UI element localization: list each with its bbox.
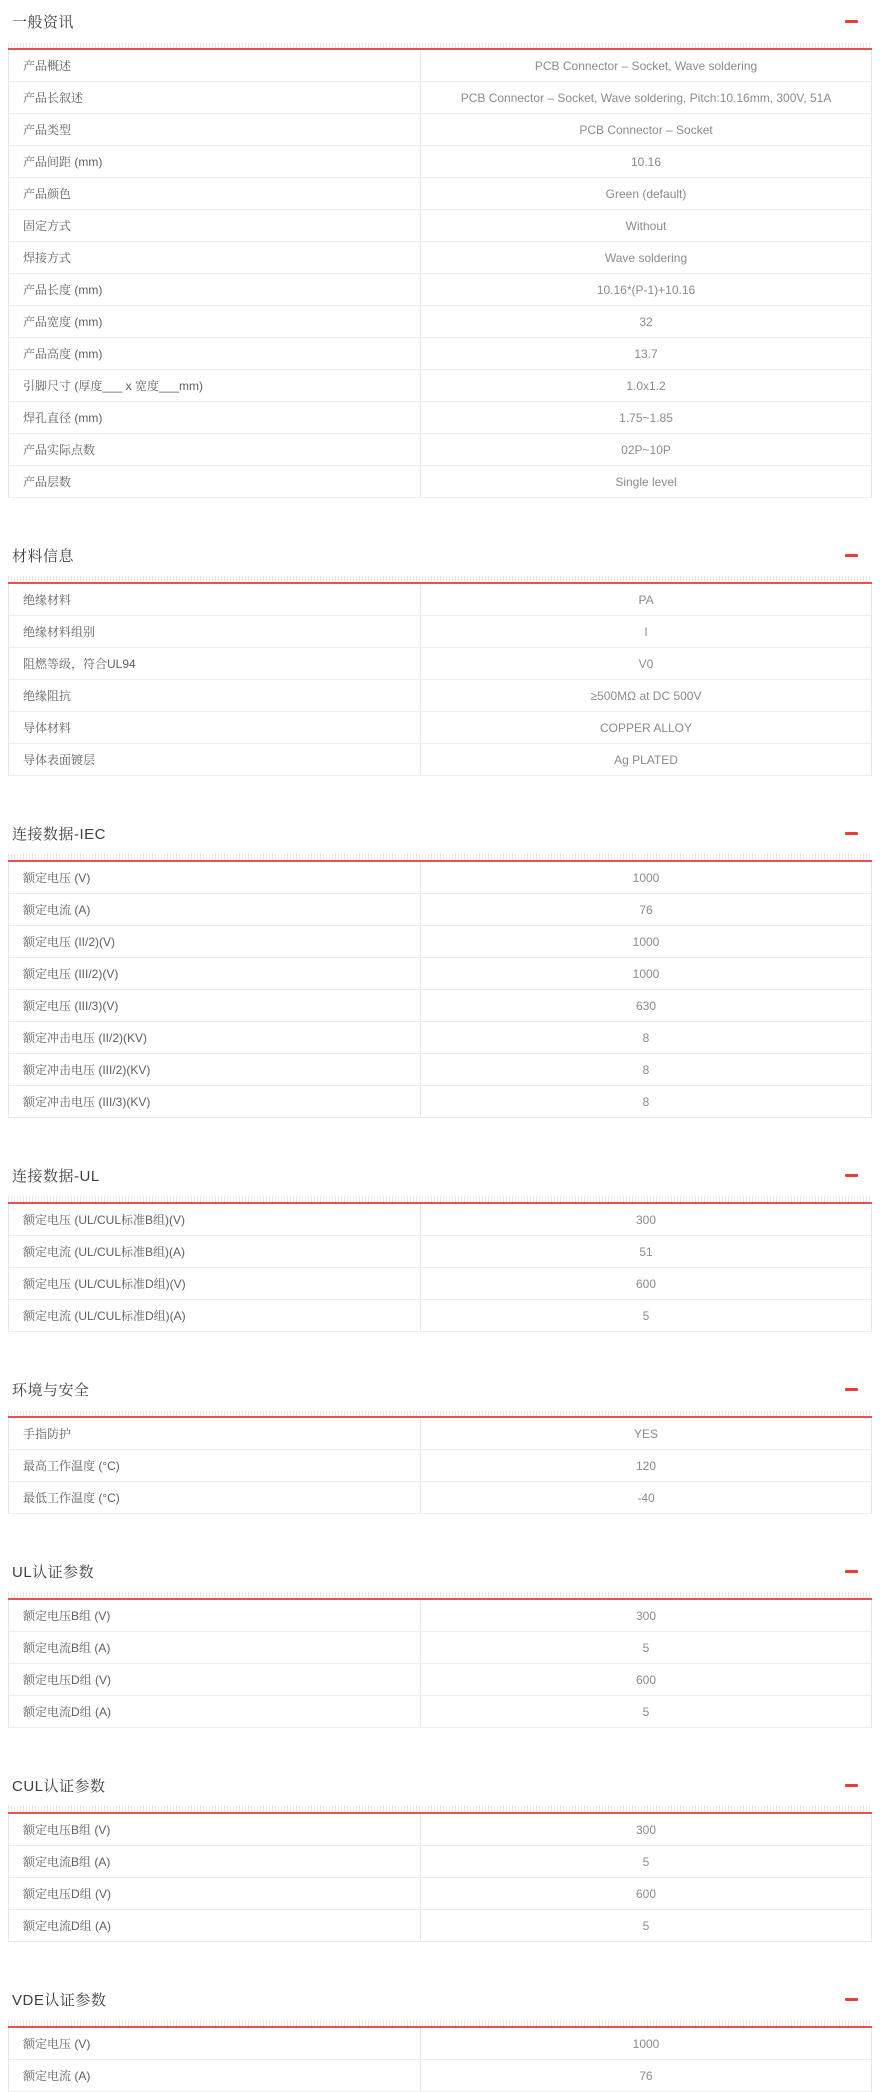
row-value: 8 xyxy=(642,1062,650,1077)
section-divider xyxy=(8,1592,872,1600)
row-label: 绝缘材料组别 xyxy=(9,616,421,647)
spec-section xyxy=(8,1376,872,1514)
table-row xyxy=(9,306,871,338)
section-title: VDE认证参数 xyxy=(12,1991,107,2009)
table-row xyxy=(9,466,871,498)
row-value: 5 xyxy=(642,1704,650,1719)
row-value: 300 xyxy=(636,1608,657,1623)
row-label: 额定冲击电压 (III/2)(KV) xyxy=(9,1054,421,1085)
table-row xyxy=(9,1846,871,1878)
row-value: 8 xyxy=(642,1030,650,1045)
row-value: YES xyxy=(634,1426,659,1441)
row-value: 630 xyxy=(636,998,657,1013)
table-row xyxy=(9,114,871,146)
section-divider xyxy=(8,2020,872,2028)
table-row xyxy=(9,242,871,274)
row-value: -40 xyxy=(637,1490,655,1505)
table-row xyxy=(9,434,871,466)
table-row xyxy=(9,1632,871,1664)
table-row xyxy=(9,370,871,402)
section-header xyxy=(8,1772,872,1798)
row-label: 额定电流B组 (A) xyxy=(9,1632,421,1663)
row-label: 额定电流D组 (A) xyxy=(9,1696,421,1727)
section-divider xyxy=(8,42,872,50)
spec-section xyxy=(8,542,872,776)
table-row xyxy=(9,926,871,958)
row-label: 产品概述 xyxy=(9,50,421,81)
section-header xyxy=(8,1986,872,2012)
row-value: I xyxy=(644,624,648,639)
row-value: 5 xyxy=(642,1854,650,1869)
row-value: 120 xyxy=(636,1458,657,1473)
row-label: 阻燃等级，符合UL94 xyxy=(9,648,421,679)
row-label: 额定电压D组 (V) xyxy=(9,1878,421,1909)
spec-section xyxy=(8,1558,872,1728)
section-divider xyxy=(8,1410,872,1418)
row-label: 额定电压D组 (V) xyxy=(9,1664,421,1695)
row-value: Without xyxy=(625,218,667,233)
row-value: 1.75~1.85 xyxy=(619,410,673,425)
row-label: 焊孔直径 (mm) xyxy=(9,402,421,433)
minus-collapse-icon[interactable] xyxy=(845,554,858,557)
row-value: PCB Connector – Socket, Wave soldering, Pitch:10.16mm, 300V, 51A xyxy=(460,90,832,105)
table-row xyxy=(9,1910,871,1942)
row-label: 产品高度 (mm) xyxy=(9,338,421,369)
row-value: 02P~10P xyxy=(621,442,671,457)
section-divider xyxy=(8,1196,872,1204)
table-row xyxy=(9,146,871,178)
row-value: 600 xyxy=(636,1672,657,1687)
row-label: 额定冲击电压 (III/3)(KV) xyxy=(9,1086,421,1117)
row-value: Ag PLATED xyxy=(614,752,678,767)
row-label: 额定电压 (UL/CUL标准B组)(V) xyxy=(9,1204,421,1235)
spec-table xyxy=(8,2028,872,2092)
spec-table xyxy=(8,50,872,498)
table-row xyxy=(9,338,871,370)
row-value: 10.16 xyxy=(631,154,662,169)
row-value: PCB Connector – Socket xyxy=(579,122,713,137)
minus-collapse-icon[interactable] xyxy=(845,20,858,23)
row-label: 导体表面镀层 xyxy=(9,744,421,775)
row-value: PA xyxy=(638,592,654,607)
minus-collapse-icon[interactable] xyxy=(845,832,858,835)
spec-section xyxy=(8,820,872,1118)
row-value: 600 xyxy=(636,1276,657,1291)
row-label: 额定电压 (V) xyxy=(9,862,421,893)
table-row xyxy=(9,990,871,1022)
row-value: 8 xyxy=(642,1094,650,1109)
table-row xyxy=(9,584,871,616)
spec-table xyxy=(8,584,872,776)
spec-table xyxy=(8,1600,872,1728)
section-header xyxy=(8,1162,872,1188)
table-row xyxy=(9,1022,871,1054)
table-row xyxy=(9,1418,871,1450)
row-value: 1000 xyxy=(632,2036,660,2051)
row-value: 51 xyxy=(639,1244,653,1259)
row-label: 产品间距 (mm) xyxy=(9,146,421,177)
row-label: 绝缘阻抗 xyxy=(9,680,421,711)
table-row xyxy=(9,1236,871,1268)
row-label: 产品宽度 (mm) xyxy=(9,306,421,337)
row-value: 76 xyxy=(639,2068,653,2083)
table-row xyxy=(9,1482,871,1514)
section-header xyxy=(8,542,872,568)
row-label: 产品长度 (mm) xyxy=(9,274,421,305)
section-title: UL认证参数 xyxy=(12,1563,95,1581)
row-label: 额定电压B组 (V) xyxy=(9,1600,421,1631)
row-label: 额定电流B组 (A) xyxy=(9,1846,421,1877)
row-label: 产品实际点数 xyxy=(9,434,421,465)
table-row xyxy=(9,1054,871,1086)
table-row xyxy=(9,178,871,210)
row-label: 额定电压 (V) xyxy=(9,2028,421,2059)
row-value: 1.0x1.2 xyxy=(626,378,666,393)
table-row xyxy=(9,1878,871,1910)
row-value: 5 xyxy=(642,1640,650,1655)
table-row xyxy=(9,1814,871,1846)
row-label: 导体材料 xyxy=(9,712,421,743)
row-value: Wave soldering xyxy=(604,250,688,265)
row-value: COPPER ALLOY xyxy=(599,720,693,735)
spec-section xyxy=(8,1986,872,2092)
row-value: 1000 xyxy=(632,966,660,981)
spec-table xyxy=(8,1204,872,1332)
row-label: 额定电压B组 (V) xyxy=(9,1814,421,1845)
row-value: Green (default) xyxy=(605,186,687,201)
spec-section xyxy=(8,1162,872,1332)
section-divider xyxy=(8,576,872,584)
spec-section xyxy=(8,8,872,498)
row-label: 额定冲击电压 (II/2)(KV) xyxy=(9,1022,421,1053)
table-row xyxy=(9,862,871,894)
section-divider xyxy=(8,854,872,862)
table-row xyxy=(9,1268,871,1300)
row-label: 额定电流 (A) xyxy=(9,2060,421,2091)
row-label: 额定电压 (UL/CUL标准D组)(V) xyxy=(9,1268,421,1299)
table-row xyxy=(9,1664,871,1696)
row-value: 5 xyxy=(642,1918,650,1933)
table-row xyxy=(9,2028,871,2060)
table-row xyxy=(9,648,871,680)
row-label: 产品颜色 xyxy=(9,178,421,209)
row-value: 1000 xyxy=(632,870,660,885)
row-value: 10.16*(P-1)+10.16 xyxy=(596,282,696,297)
row-label: 额定电流 (UL/CUL标准D组)(A) xyxy=(9,1300,421,1331)
minus-collapse-icon[interactable] xyxy=(845,1784,858,1787)
row-value: 300 xyxy=(636,1822,657,1837)
row-label: 固定方式 xyxy=(9,210,421,241)
row-label: 额定电流D组 (A) xyxy=(9,1910,421,1941)
row-label: 额定电压 (III/2)(V) xyxy=(9,958,421,989)
section-header xyxy=(8,1558,872,1584)
row-label: 手指防护 xyxy=(9,1418,421,1449)
row-label: 焊接方式 xyxy=(9,242,421,273)
table-row xyxy=(9,712,871,744)
section-header xyxy=(8,8,872,34)
table-row xyxy=(9,1300,871,1332)
section-title: CUL认证参数 xyxy=(12,1777,106,1795)
minus-collapse-icon[interactable] xyxy=(845,1998,858,2001)
table-row xyxy=(9,1600,871,1632)
row-value: 13.7 xyxy=(634,346,658,361)
row-value: PCB Connector – Socket, Wave soldering xyxy=(534,58,758,73)
table-row xyxy=(9,616,871,648)
row-label: 最高工作温度 (°C) xyxy=(9,1450,421,1481)
table-row xyxy=(9,1696,871,1728)
row-value: V0 xyxy=(638,656,654,671)
section-header xyxy=(8,1376,872,1402)
table-row xyxy=(9,894,871,926)
spec-section xyxy=(8,1772,872,1942)
row-label: 引脚尺寸 (厚度___ x 宽度___mm) xyxy=(9,370,421,401)
row-label: 产品长叙述 xyxy=(9,82,421,113)
minus-collapse-icon[interactable] xyxy=(845,1388,858,1391)
row-label: 产品类型 xyxy=(9,114,421,145)
section-title: 连接数据-IEC xyxy=(12,825,107,843)
row-label: 产品层数 xyxy=(9,466,421,497)
spec-table xyxy=(8,862,872,1118)
row-value: Single level xyxy=(615,474,677,489)
table-row xyxy=(9,744,871,776)
section-divider xyxy=(8,1806,872,1814)
table-row xyxy=(9,82,871,114)
minus-collapse-icon[interactable] xyxy=(845,1570,858,1573)
row-value: 76 xyxy=(639,902,653,917)
section-header xyxy=(8,820,872,846)
table-row xyxy=(9,402,871,434)
table-row xyxy=(9,1450,871,1482)
minus-collapse-icon[interactable] xyxy=(845,1174,858,1177)
row-label: 最低工作温度 (°C) xyxy=(9,1482,421,1513)
row-label: 额定电流 (A) xyxy=(9,894,421,925)
spec-table xyxy=(8,1814,872,1942)
table-row xyxy=(9,1086,871,1118)
section-title: 连接数据-UL xyxy=(12,1167,100,1185)
spec-table xyxy=(8,1418,872,1514)
section-title: 材料信息 xyxy=(12,547,75,565)
row-value: 300 xyxy=(636,1212,657,1227)
row-label: 额定电压 (III/3)(V) xyxy=(9,990,421,1021)
table-row xyxy=(9,2060,871,2092)
table-row xyxy=(9,210,871,242)
row-label: 额定电流 (UL/CUL标准B组)(A) xyxy=(9,1236,421,1267)
table-row xyxy=(9,958,871,990)
row-value: ≥500MΩ at DC 500V xyxy=(590,688,702,703)
table-row xyxy=(9,680,871,712)
row-value: 600 xyxy=(636,1886,657,1901)
row-label: 额定电压 (II/2)(V) xyxy=(9,926,421,957)
table-row xyxy=(9,50,871,82)
table-row xyxy=(9,1204,871,1236)
section-title: 一般资讯 xyxy=(12,13,75,31)
row-value: 5 xyxy=(642,1308,650,1323)
row-label: 绝缘材料 xyxy=(9,584,421,615)
row-value: 1000 xyxy=(632,934,660,949)
row-value: 32 xyxy=(639,314,653,329)
table-row xyxy=(9,274,871,306)
section-title: 环境与安全 xyxy=(12,1381,90,1399)
